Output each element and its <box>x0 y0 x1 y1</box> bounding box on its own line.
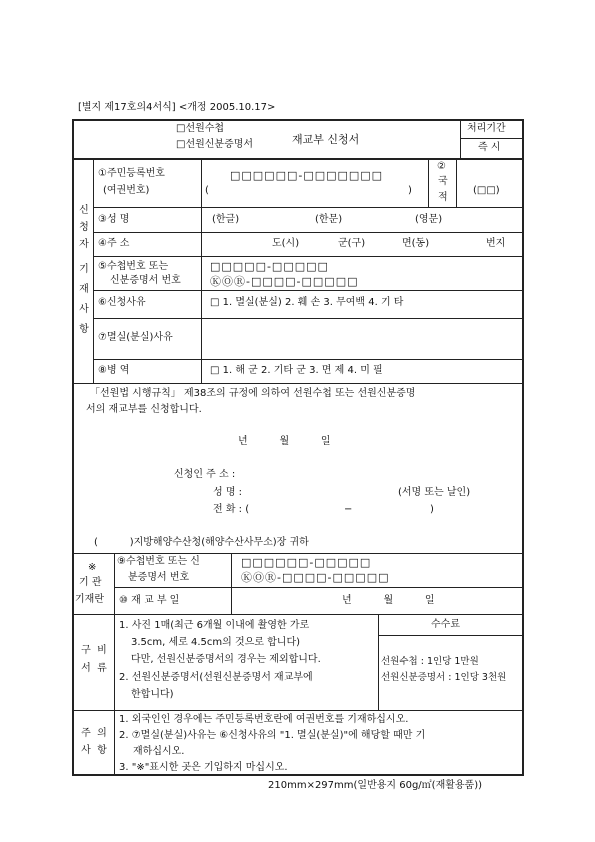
name-hanja-field[interactable]: (한문) <box>315 214 343 225</box>
side-char: 서 <box>81 663 91 674</box>
address-gun[interactable]: 군(구) <box>338 238 366 249</box>
processing-period-value: 즉 시 <box>478 142 501 153</box>
side-char: 기 <box>79 264 89 275</box>
divider <box>378 635 523 636</box>
note-1: 1. 외국인인 경우에는 주민등록번호란에 여권번호를 기재하십시오. <box>119 714 409 725</box>
frame-bottom <box>72 774 524 776</box>
side-char: 사 <box>81 745 91 756</box>
nationality-field[interactable]: (□□) <box>473 185 500 196</box>
divider <box>93 290 523 291</box>
divider <box>231 553 232 615</box>
divider <box>114 587 523 588</box>
address-do[interactable]: 도(시) <box>272 238 300 249</box>
divider <box>93 359 523 360</box>
passport-no-label: (여권번호) <box>103 185 150 196</box>
note-3: 3. "※"표시한 곳은 기입하지 마십시오. <box>119 762 288 773</box>
military-label: ⑧병 역 <box>98 365 130 376</box>
agency-mark: ※ <box>88 562 97 573</box>
loss-reason-label: ⑦멸실(분실)사유 <box>98 332 173 343</box>
reissue-date-field[interactable]: 년 월 일 <box>342 595 435 606</box>
agency-id-no-label: 분증명서 번호 <box>128 572 190 583</box>
side-char: 주 <box>81 728 91 739</box>
doc-line-3: 다만, 선원신분증명서의 경우는 제외합니다. <box>131 654 321 665</box>
divider <box>428 158 429 207</box>
form-reference: [별지 제17호의4서식] <개정 2005.10.17> <box>78 102 276 113</box>
side-char: 항 <box>79 324 89 335</box>
agency-label: 기 관 <box>79 577 102 588</box>
doc-line-1: 1. 사진 1매(최근 6개월 이내에 촬영한 가로 <box>119 620 310 631</box>
agency-book-no-field[interactable]: □□□□□□-□□□□□ <box>241 556 372 569</box>
divider <box>93 232 523 233</box>
divider <box>201 158 202 383</box>
nationality-label-num: ② <box>437 161 446 172</box>
side-char: 신 <box>79 205 89 216</box>
resident-no-field[interactable]: □□□□□□-□□□□□□□ <box>230 169 384 182</box>
agency-book-no-label: ⑨수첩번호 또는 신 <box>117 556 200 567</box>
fee-label: 수수료 <box>431 619 460 630</box>
divider <box>93 256 523 257</box>
name-korean-field[interactable]: (한글) <box>212 214 240 225</box>
divider <box>378 614 379 711</box>
divider <box>93 207 523 208</box>
frame-top <box>72 119 524 121</box>
note-2-continued: 재하십시오. <box>133 746 185 757</box>
side-char: 류 <box>97 663 107 674</box>
book-no-label: ⑤수첩번호 또는 <box>98 261 169 272</box>
phone-dash: − <box>344 504 353 515</box>
option-seafarer-id[interactable]: □선원신분증명서 <box>176 139 254 150</box>
divider <box>114 553 115 615</box>
divider <box>93 318 523 319</box>
reason-label: ⑥신청사유 <box>98 297 146 308</box>
divider <box>93 158 94 383</box>
passport-paren-close: ) <box>408 185 412 196</box>
processing-period-label: 처리기간 <box>467 123 506 134</box>
divider <box>460 119 461 159</box>
id-no-label: 신분증명서 번호 <box>110 275 181 286</box>
side-char: 비 <box>97 645 107 656</box>
reason-options[interactable]: □ 1. 멸실(분실) 2. 훼 손 3. 무여백 4. 기 타 <box>210 297 404 308</box>
note-2: 2. ⑦멸실(분실)사유는 ⑥신청사유의 "1. 멸실(분실)"에 해당할 때만 기 <box>119 730 426 741</box>
side-char: 의 <box>97 728 107 739</box>
resident-no-label: ①주민등록번호 <box>98 168 165 179</box>
address-beonji[interactable]: 번지 <box>486 238 506 249</box>
applicant-phone-label: 전 화 : ( <box>213 504 250 515</box>
nationality-label-char: 적 <box>438 192 448 203</box>
divider <box>72 553 524 554</box>
side-char: 사 <box>79 304 89 315</box>
reissue-date-label: ⑩ 재 교 부 일 <box>119 595 180 606</box>
agency-label-2: 기재란 <box>75 594 104 605</box>
agency-id-no-field[interactable]: ⓀⓄⓇ-□□□□-□□□□□ <box>241 571 390 584</box>
id-no-field[interactable]: ⓀⓄⓇ-□□□□-□□□□□ <box>210 275 359 288</box>
name-label: ③성 명 <box>98 214 130 225</box>
paper-spec: 210mm×297mm(일반용지 60g/㎡(재활용품)) <box>268 780 483 791</box>
book-no-field[interactable]: □□□□□-□□□□□ <box>210 260 329 273</box>
side-char: 재 <box>79 284 89 295</box>
declaration-line-1: 「선원법 시행규칙」 제38조의 규정에 의하여 선원수첩 또는 선원신분증명 <box>90 388 416 399</box>
phone-close: ) <box>430 504 434 515</box>
applicant-address-label: 신청인 주 소 : <box>174 469 236 480</box>
form-title: 재교부 신청서 <box>292 133 360 146</box>
divider <box>456 158 457 207</box>
divider <box>114 614 115 775</box>
doc-line-4: 2. 선원신분증명서(선원신분증명서 재교부에 <box>119 672 313 683</box>
frame-right <box>522 119 524 775</box>
fee-seafarer-id: 선원신분증명서 : 1인당 3천원 <box>381 672 507 683</box>
divider <box>72 710 524 711</box>
passport-paren-open: ( <box>205 185 209 196</box>
side-char: 청 <box>79 222 89 233</box>
fee-seaman-book: 선원수첩 : 1인당 1만원 <box>381 656 479 667</box>
frame-left <box>72 119 74 775</box>
address-myeon[interactable]: 면(동) <box>402 238 430 249</box>
side-char: 구 <box>81 645 91 656</box>
name-english-field[interactable]: (영문) <box>415 214 443 225</box>
address-label: ④주 소 <box>98 238 130 249</box>
nationality-label-char: 국 <box>438 176 448 187</box>
divider <box>460 138 523 139</box>
doc-line-2: 3.5cm, 세로 4.5cm의 것으로 합니다) <box>131 637 301 648</box>
option-seaman-book[interactable]: □선원수첩 <box>176 123 225 134</box>
side-char: 항 <box>97 745 107 756</box>
declaration-line-2: 서의 재교부를 신청합니다. <box>86 404 202 415</box>
divider <box>72 614 524 615</box>
applicant-name-label: 성 명 : <box>213 487 243 498</box>
military-options[interactable]: □ 1. 해 군 2. 기타 군 3. 면 제 4. 미 필 <box>210 365 383 376</box>
declaration-date[interactable]: 년 월 일 <box>238 436 331 447</box>
side-char: 자 <box>79 239 89 250</box>
addressee: ( )지방해양수산청(해양수산사무소)장 귀하 <box>94 537 309 548</box>
doc-line-5: 한합니다) <box>131 689 174 700</box>
signature-note: (서명 또는 날인) <box>398 487 471 498</box>
divider <box>72 383 524 384</box>
